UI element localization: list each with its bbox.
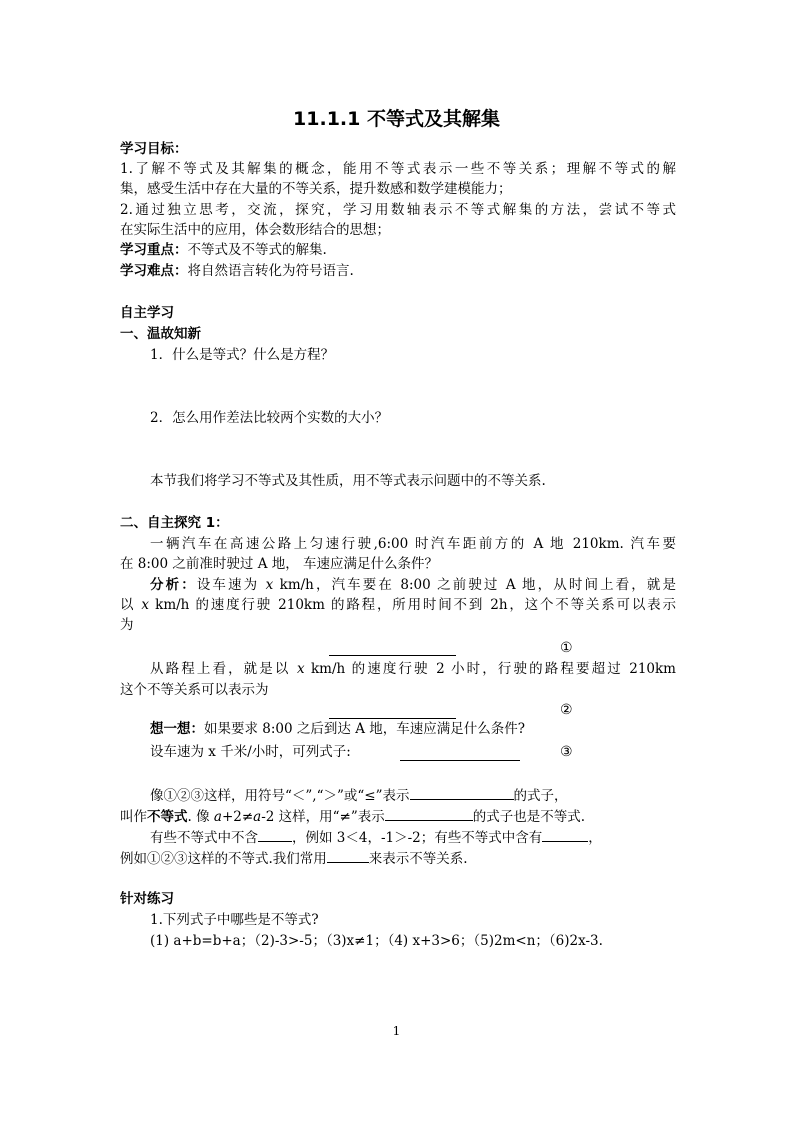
focus-text: 不等式及不等式的解集.	[187, 242, 327, 258]
think-label: 想一想：	[150, 721, 204, 737]
goal-2-line-1: 2.通过独立思考，交流，探究，学习用数轴表示不等式解集的方法，尝试不等式	[120, 202, 676, 218]
difficulty-line	[120, 262, 676, 280]
analysis-text: 设车速为	[196, 577, 266, 593]
self-study-heading: 自主学习	[120, 305, 174, 321]
focus-label: 学习重点：	[120, 242, 188, 258]
variable-a: a	[253, 809, 262, 825]
concept-text: -2 这样，用“≠”表示	[261, 809, 385, 825]
analysis-line-2	[120, 596, 676, 614]
answer-blank-1[interactable]	[329, 655, 456, 656]
concept-blank-2[interactable]	[385, 806, 473, 821]
analysis-text: km/h 的速度行驶 210km 的路程，所用时间不到 2h，这个不等关系可以表示	[149, 597, 676, 613]
concept-text: ，例如 3＜4，-1＞-2；有些不等式中含有	[292, 830, 543, 846]
practice-heading: 针对练习	[120, 891, 174, 907]
problem-line-1: 一辆汽车在高速公路上匀速行驶,6:00 时汽车距前方的 A 地 210km. 汽车要	[150, 536, 676, 552]
distance-line-1	[150, 660, 676, 678]
concept-line-4	[120, 848, 676, 868]
concept-line-3	[150, 827, 676, 847]
practice-question-1: 1.下列式子中哪些是不等式?	[150, 912, 319, 928]
review-question-1: 1．什么是等式？什么是方程？	[150, 347, 335, 363]
concept-text: 叫作	[120, 809, 147, 825]
concept-text: 的式子，	[513, 788, 568, 804]
concept-text: ，	[588, 830, 602, 846]
concept-text: 来表示不等关系.	[368, 851, 468, 867]
distance-line-2: 这个不等关系可以表示为	[120, 682, 269, 698]
concept-blank-5[interactable]	[327, 848, 369, 863]
equation-mark-3: ③	[560, 744, 573, 760]
practice-items: (1) a+b=b+a；（2)-3>-5；（3)x≠1；（4) x+3>6；（5)2m<n；（6)2x-3.	[150, 933, 603, 949]
variable-x: x	[296, 661, 305, 677]
concept-line-2	[120, 806, 676, 826]
concept-text: 有些不等式中不含	[150, 830, 258, 846]
goal-2-line-2: 在实际生活中的应用，体会数形结合的思想；	[120, 222, 390, 238]
answer-blank-3[interactable]	[400, 760, 520, 761]
review-question-2: 2．怎么用作差法比较两个实数的大小？	[150, 410, 389, 426]
difficulty-label: 学习难点：	[120, 263, 188, 279]
page-number: 1	[392, 1024, 401, 1038]
goal-1-line-2: 集，感受生活中存在大量的不等关系，提升数感和数学建模能力；	[120, 181, 512, 197]
concept-text: . 像	[187, 809, 214, 825]
review-heading: 一、温故知新	[120, 326, 201, 342]
concept-line-1	[150, 785, 676, 805]
concept-text: 像①②③这样，用符号“＜”,“＞”或“≤”表示	[150, 788, 410, 804]
equation-mark-2: ②	[560, 702, 573, 718]
variable-a: a	[213, 809, 222, 825]
concept-blank-4[interactable]	[542, 827, 588, 842]
section-intro: 本节我们将学习不等式及其性质，用不等式表示问题中的不等关系.	[150, 473, 546, 489]
equation-mark-1: ①	[560, 640, 573, 656]
inequality-term: 不等式	[147, 809, 188, 825]
focus-line	[120, 241, 676, 259]
concept-text: 的式子也是不等式.	[472, 809, 586, 825]
speed-line: 设车速为 x 千米/小时，可列式子:	[150, 744, 351, 760]
think-line	[150, 720, 676, 738]
variable-x: x	[265, 577, 274, 593]
analysis-line-1	[150, 576, 676, 594]
analysis-label: 分析：	[150, 577, 197, 593]
goal-1-line-1: 1.了解不等式及其解集的概念，能用不等式表示一些不等关系；理解不等式的解	[120, 161, 676, 177]
difficulty-text: 将自然语言转化为符号语言.	[187, 263, 354, 279]
concept-blank-3[interactable]	[258, 827, 292, 842]
distance-text: 从路程上看，就是以	[150, 661, 297, 677]
think-text: 如果要求 8:00 之后到达 A 地，车速应满足什么条件?	[204, 721, 525, 737]
goals-heading: 学习目标：	[120, 141, 188, 157]
analysis-line-3: 为	[120, 617, 134, 633]
concept-blank-1[interactable]	[410, 785, 514, 800]
variable-x: x	[141, 597, 150, 613]
problem-line-2: 在 8:00 之前准时驶过 A 地， 车速应满足什么条件？	[120, 556, 439, 572]
concept-text: +2≠	[221, 809, 254, 825]
distance-text: km/h 的速度行驶 2 小时，行驶的路程要超过 210km	[304, 661, 676, 677]
explore-heading: 二、自主探究 1：	[120, 515, 229, 531]
analysis-text: km/h，汽车要在 8:00 之前驶过 A 地，从时间上看，就是	[273, 577, 676, 593]
analysis-text: 以	[120, 597, 142, 613]
answer-blank-2[interactable]	[329, 718, 456, 719]
concept-text: 例如①②③这样的不等式.我们常用	[120, 851, 327, 867]
page-title: 11.1.1 不等式及其解集	[293, 108, 500, 130]
